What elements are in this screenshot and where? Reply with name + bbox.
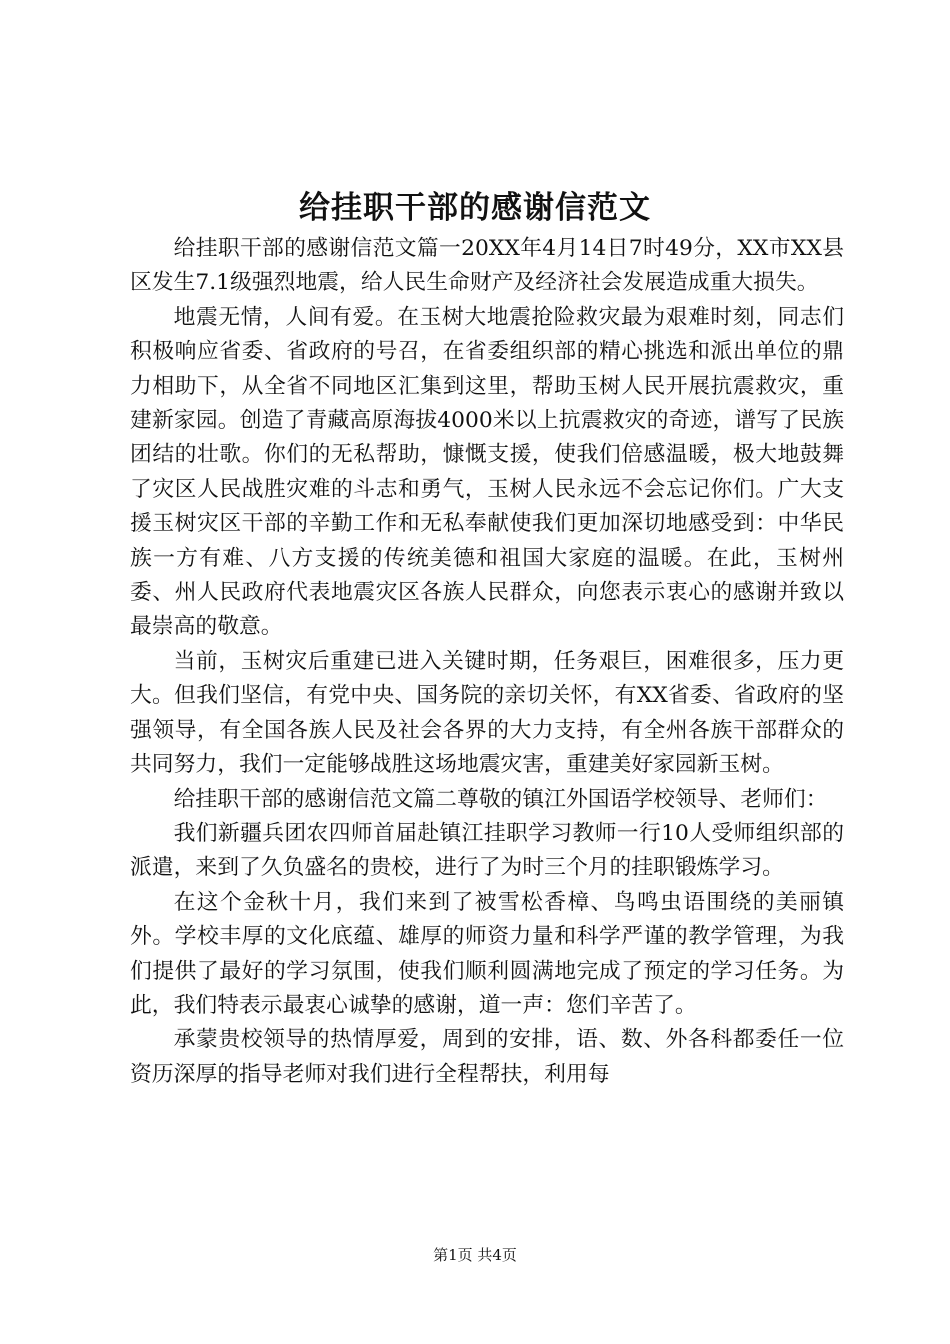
paragraph: 我们新疆兵团农四师首届赴镇江挂职学习教师一行10人受师组织部的派遣，来到了久负盛名的贵校，进行了为时三个月的挂职锻炼学习。	[130, 820, 844, 881]
page-number-footer: 第1页 共4页	[433, 1246, 517, 1264]
paragraph: 地震无情，人间有爱。在玉树大地震抢险救灾最为艰难时刻，同志们积极响应省委、省政府的号召，在省委组织部的精心挑选和派出单位的鼎力相助下，从全省不同地区汇集到这里，帮助玉树人民开展抗震救灾，重建新家园。创造了青藏高原海拔4000米以上抗震救灾的奇迹，谱写了民族团结的壮歌。你们的无私帮助，慷慨支援，使我们倍感温暖，极大地鼓舞了灾区人民战胜灾难的斗志和勇气，玉树人民永远不会忘记你们。广大支援玉树灾区干部的辛勤工作和无私奉献使我们更加深切地感受到：中华民族一方有难、八方支援的传统美德和祖国大家庭的温暖。在此，玉树州委、州人民政府代表地震灾区各族人民群众，向您表示衷心的感谢并致以最崇高的敬意。	[130, 304, 844, 640]
paragraph: 给挂职干部的感谢信范文篇二尊敬的镇江外国语学校领导、老师们：	[173, 786, 828, 812]
paragraph: 在这个金秋十月，我们来到了被雪松香樟、鸟鸣虫语围绕的美丽镇外。学校丰厚的文化底蕴、雄厚的师资力量和科学严谨的教学管理，为我们提供了最好的学习氛围，使我们顺利圆满地完成了预定的学习任务。为此，我们特表示最衷心诚挚的感谢，道一声：您们辛苦了。	[130, 889, 844, 1018]
document-title: 给挂职干部的感谢信范文	[299, 190, 651, 226]
paragraph: 当前，玉树灾后重建已进入关键时期，任务艰巨，困难很多，压力更大。但我们坚信，有党中央、国务院的亲切关怀，有XX省委、省政府的坚强领导，有全国各族人民及社会各界的大力支持，有全州各族干部群众的共同努力，我们一定能够战胜这场地震灾害，重建美好家园新玉树。	[130, 648, 844, 778]
paragraph: 承蒙贵校领导的热情厚爱，周到的安排，语、数、外各科都委任一位资历深厚的指导老师对我们进行全程帮扶，利用每	[130, 1027, 844, 1087]
paragraph: 给挂职干部的感谢信范文篇一20XX年4月14日7时49分，XX市XX县区发生7.1级强烈地震，给人民生命财产及经济社会发展造成重大损失。	[130, 236, 844, 296]
document-body	[130, 232, 844, 1092]
